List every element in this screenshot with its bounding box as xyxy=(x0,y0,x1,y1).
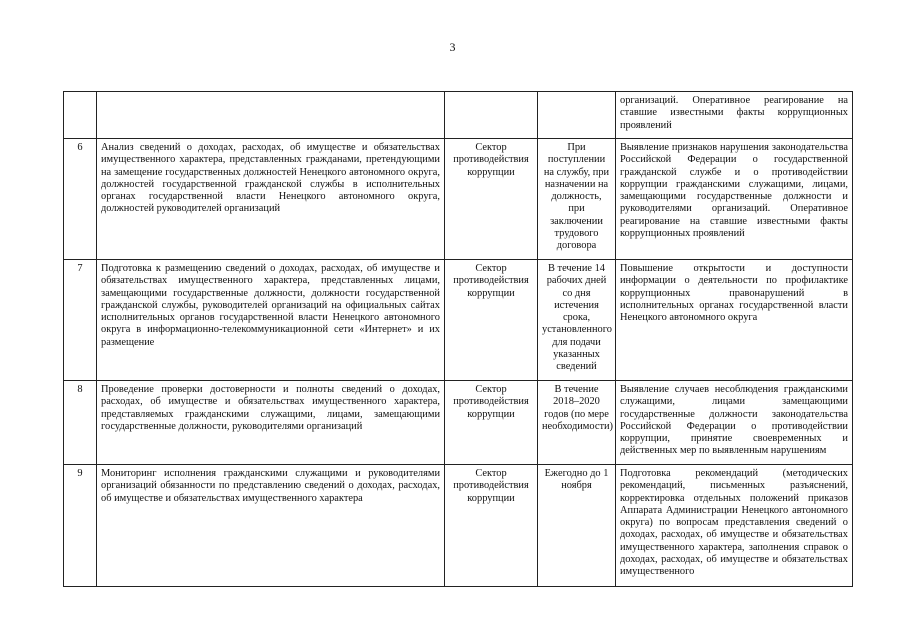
event-description: Подготовка к размещению сведений о доходах, расходах, об имуществе и обязательствах имущественного характера, представленных лицами, замещающими государственные должности, должности государственной гражданской службы, руководителей организаций на официальных сайтах исполнительных органов государственной власти Ненецкого автономного округа в информационно-телекоммуникационной сети «Интернет» и их размещение xyxy=(97,260,445,381)
row-number: 8 xyxy=(64,381,97,465)
event-description xyxy=(97,92,445,139)
deadline xyxy=(538,92,616,139)
expected-result: Подготовка рекомендаций (методических рекомендаций, письменных разъяснений, корректировка отдельных положений приказов Аппарата Администрации Ненецкого автономного округа) по вопросам представления сведений о доходах, расходах, об имуществе и обязательствах имущественного характера, заполнения справок о доходах, расходах, об имуществе и обязательствах имущественного xyxy=(616,465,853,587)
deadline: В течение 14 рабочих дней со дня истечения срока, установленного для подачи указанных сведений xyxy=(538,260,616,381)
deadline: При поступлении на службу, при назначении на должность, при заключении трудового договора xyxy=(538,139,616,260)
event-description: Проведение проверки достоверности и полноты сведений о доходах, расходах, об имуществе и обязательствах имущественного характера, представляемых гражданскими служащими, лицами, замещающими государственные должности, руководителями организаций xyxy=(97,381,445,465)
executor xyxy=(445,92,538,139)
expected-result: Выявление признаков нарушения законодательства Российской Федерации о государственной гражданской службе и о противодействии коррупции гражданскими служащими, лицами, замещающими государственные должности и руководителями организаций. Оперативное реагирование на ставшие известными факты коррупционных проявлений xyxy=(616,139,853,260)
row-number: 7 xyxy=(64,260,97,381)
event-description: Мониторинг исполнения гражданскими служащими и руководителями организаций обязанности по представлению сведений о доходах, расходах, об имуществе и обязательствах имущественного характера xyxy=(97,465,445,587)
deadline: Ежегодно до 1 ноября xyxy=(538,465,616,587)
page-number: 3 xyxy=(449,40,456,54)
row-number xyxy=(64,92,97,139)
expected-result: Повышение открытости и доступности информации о деятельности по профилактике коррупционных правонарушений в исполнительных органах государственной власти Ненецкого автономного округа xyxy=(616,260,853,381)
executor: Сектор противодействия коррупции xyxy=(445,139,538,260)
anticorruption-plan-table xyxy=(63,91,853,587)
executor: Сектор противодействия коррупции xyxy=(445,465,538,587)
row-number: 9 xyxy=(64,465,97,587)
table-row xyxy=(64,92,853,139)
table-row xyxy=(64,139,853,260)
executor: Сектор противодействия коррупции xyxy=(445,381,538,465)
event-description: Анализ сведений о доходах, расходах, об имуществе и обязательствах имущественного характера, представленных гражданами, претендующими на замещение государственных должностей Ненецкого автономного округа, должностей государственной гражданской службы в исполнительных органах государственной власти Ненецкого автономного округа, должностей руководителей организаций xyxy=(97,139,445,260)
table-row xyxy=(64,465,853,587)
table-row xyxy=(64,260,853,381)
expected-result: Выявление случаев несоблюдения гражданскими служащими, лицами замещающими государственные должности законодательства Российской Федерации о противодействии коррупции, принятие своевременных и действенных мер по выявленным нарушениям xyxy=(616,381,853,465)
row-number: 6 xyxy=(64,139,97,260)
table-row xyxy=(64,381,853,465)
deadline: В течение 2018–2020 годов (по мере необходимости) xyxy=(538,381,616,465)
expected-result: организаций. Оперативное реагирование на ставшие известными факты коррупционных проявлений xyxy=(616,92,853,139)
executor: Сектор противодействия коррупции xyxy=(445,260,538,381)
